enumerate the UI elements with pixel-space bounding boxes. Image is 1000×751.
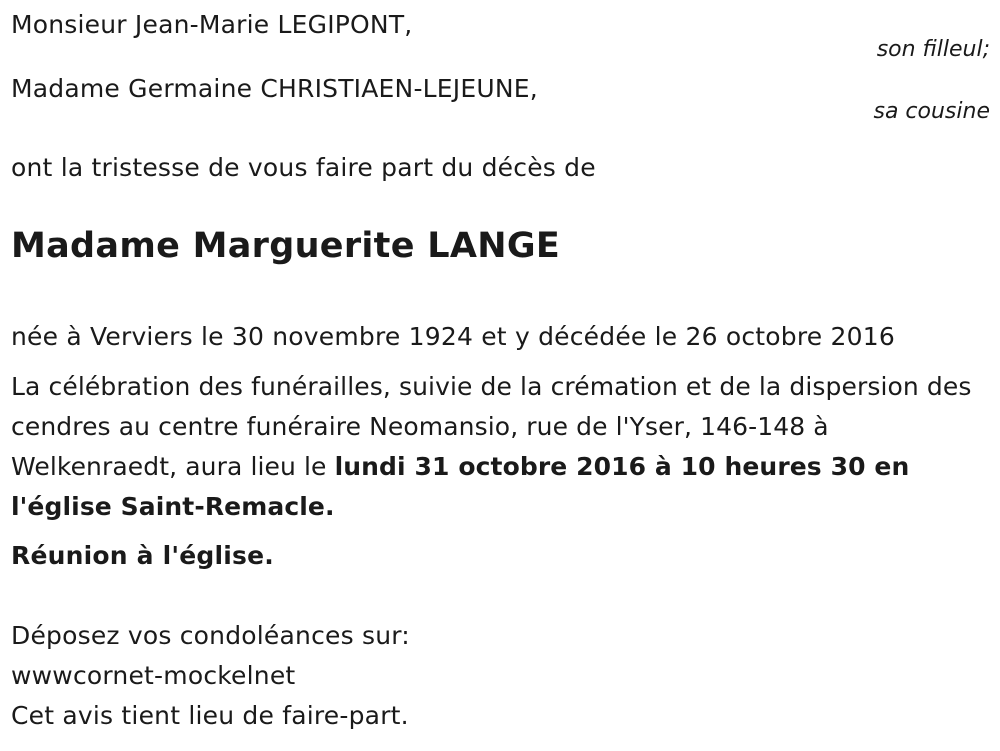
ceremony-paragraph [11, 367, 986, 527]
condolences-url[interactable]: wwwcornet-mockelnet [11, 661, 296, 690]
sender-2-name: Madame Germaine CHRISTIAEN-LEJEUNE, [11, 74, 538, 103]
sender-1-name: Monsieur Jean-Marie LEGIPONT, [11, 10, 413, 39]
condolences-label: Déposez vos condoléances sur: [11, 621, 410, 650]
ceremony-text: La célébration des funérailles, suivie de la crémation et de la dispersion des cendres au centre funéraire Neomansio, rue de l'Yser, 146-148 à Welkenraedt, aura lieu le [11, 372, 972, 481]
ceremony-date-place: lundi 31 octobre 2016 à 10 heures 30 en l'église Saint-Remacle. [11, 452, 910, 521]
reunion-text: Réunion à l'église. [11, 541, 274, 570]
birth-death-text: née à Verviers le 30 novembre 1924 et y décédée le 26 octobre 2016 [11, 322, 895, 351]
announcement-text: ont la tristesse de vous faire part du décès de [11, 153, 596, 182]
sender-2-relation: sa cousine [873, 99, 990, 124]
sender-1-relation: son filleul; [876, 37, 990, 62]
deceased-name: Madame Marguerite LANGE [11, 226, 561, 266]
notice-text: Cet avis tient lieu de faire-part. [11, 701, 409, 730]
